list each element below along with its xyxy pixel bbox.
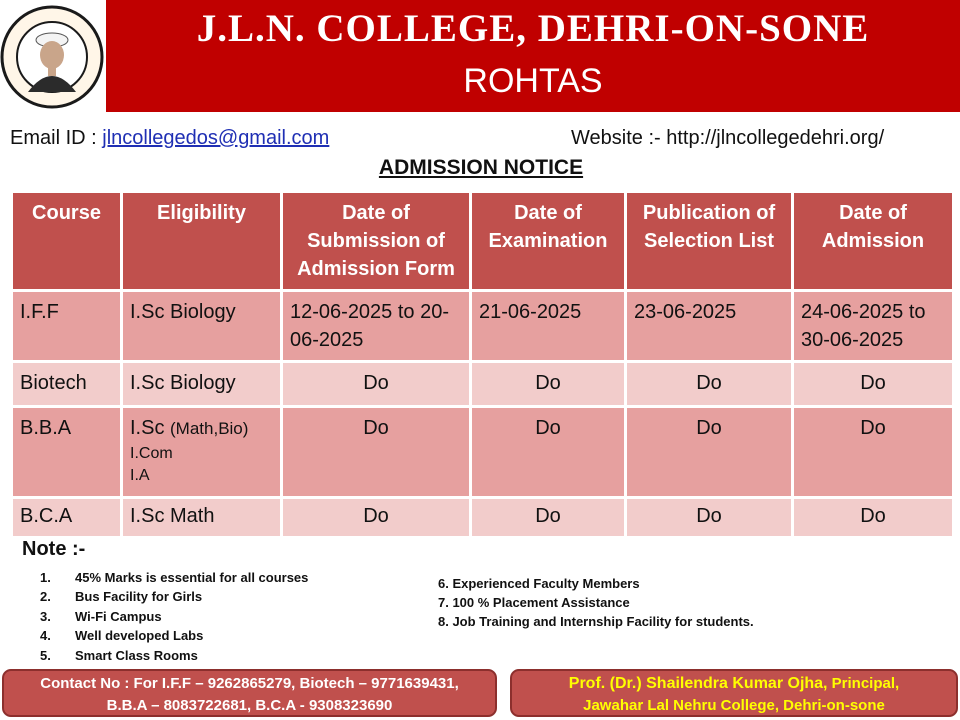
cell-admission: Do [794, 363, 952, 405]
email-link[interactable]: jlncollegedos@gmail.com [102, 127, 330, 149]
cell-course: B.C.A [13, 499, 120, 536]
list-item: 1. 45% Marks is essential for all courses [40, 570, 309, 585]
table-row [13, 499, 952, 536]
list-item: 8. Job Training and Internship Facility for students. [438, 614, 754, 629]
table-header-row [13, 193, 952, 289]
cell-eligibility: I.Sc Biology [123, 363, 280, 405]
cell-publication: Do [627, 363, 791, 405]
cell-examination: 21-06-2025 [472, 292, 624, 360]
principal-box [510, 669, 958, 717]
header-publication: Publication of Selection List [627, 193, 791, 289]
header-admission: Date of Admission [794, 193, 952, 289]
list-item: 4. Well developed Labs [40, 628, 204, 644]
cell-examination: Do [472, 363, 624, 405]
cell-admission: 24-06-2025 to 30-06-2025 [794, 292, 952, 360]
email-label: Email ID : [10, 127, 97, 149]
notes-list-right [438, 576, 754, 633]
notice-title: ADMISSION NOTICE [378, 156, 584, 179]
cell-submission: Do [283, 499, 469, 536]
note-heading: Note :- [22, 538, 86, 560]
cell-examination: Do [472, 408, 624, 496]
cell-submission: 12-06-2025 to 20-06-2025 [283, 292, 469, 360]
email-row [10, 127, 329, 150]
cell-eligibility: I.Sc (Math,Bio) I.Com I.A [123, 408, 280, 496]
admission-table [10, 190, 942, 539]
cell-eligibility: I.Sc Biology [123, 292, 280, 360]
cell-submission: Do [283, 408, 469, 496]
header-submission: Date of Submission of Admission Form [283, 193, 469, 289]
cell-publication: 23-06-2025 [627, 292, 791, 360]
table-row [13, 408, 952, 496]
college-subtitle: ROHTAS [463, 62, 603, 100]
website-label: Website :- [571, 127, 661, 149]
cell-course: I.F.F [13, 292, 120, 360]
cell-submission: Do [283, 363, 469, 405]
cell-examination: Do [472, 499, 624, 536]
cell-eligibility: I.Sc Math [123, 499, 280, 536]
list-item: 6. Experienced Faculty Members [438, 576, 640, 591]
header-banner [106, 0, 960, 112]
list-item: 3. Wi-Fi Campus [40, 608, 162, 624]
cell-admission: Do [794, 408, 952, 496]
list-item: 7. 100 % Placement Assistance [438, 595, 630, 610]
table-row [13, 292, 952, 360]
college-title: J.L.N. COLLEGE, DEHRI-ON-SONE [196, 7, 870, 50]
list-item: 5. Smart Class Rooms [40, 647, 198, 663]
header-course: Course [13, 193, 120, 289]
cell-admission: Do [794, 499, 952, 536]
table-row [13, 363, 952, 405]
cell-publication: Do [627, 499, 791, 536]
website-row [571, 127, 884, 150]
contact-numbers-box [2, 669, 497, 717]
principal-role: Principal, [831, 675, 900, 692]
list-item: 2. Bus Facility for Girls [40, 589, 203, 605]
contact-line-1: Contact No : For I.F.F – 9262865279, Biotech – 9771639431, [40, 675, 459, 692]
contact-line-2: B.B.A – 8083722681, B.C.A - 9308323690 [106, 697, 393, 714]
cell-course: Biotech [13, 363, 120, 405]
header-examination: Date of Examination [472, 193, 624, 289]
header-eligibility: Eligibility [123, 193, 280, 289]
cell-course: B.B.A [13, 408, 120, 496]
website-url[interactable]: http://jlncollegedehri.org/ [666, 127, 885, 149]
cell-publication: Do [627, 408, 791, 496]
principal-college: Jawahar Lal Nehru College, Dehri-on-sone [583, 697, 885, 714]
notes-list-left [40, 570, 308, 667]
college-emblem-icon [0, 0, 104, 114]
principal-name: Prof. (Dr.) Shailendra Kumar Ojha, [568, 675, 828, 692]
college-logo [0, 0, 104, 114]
